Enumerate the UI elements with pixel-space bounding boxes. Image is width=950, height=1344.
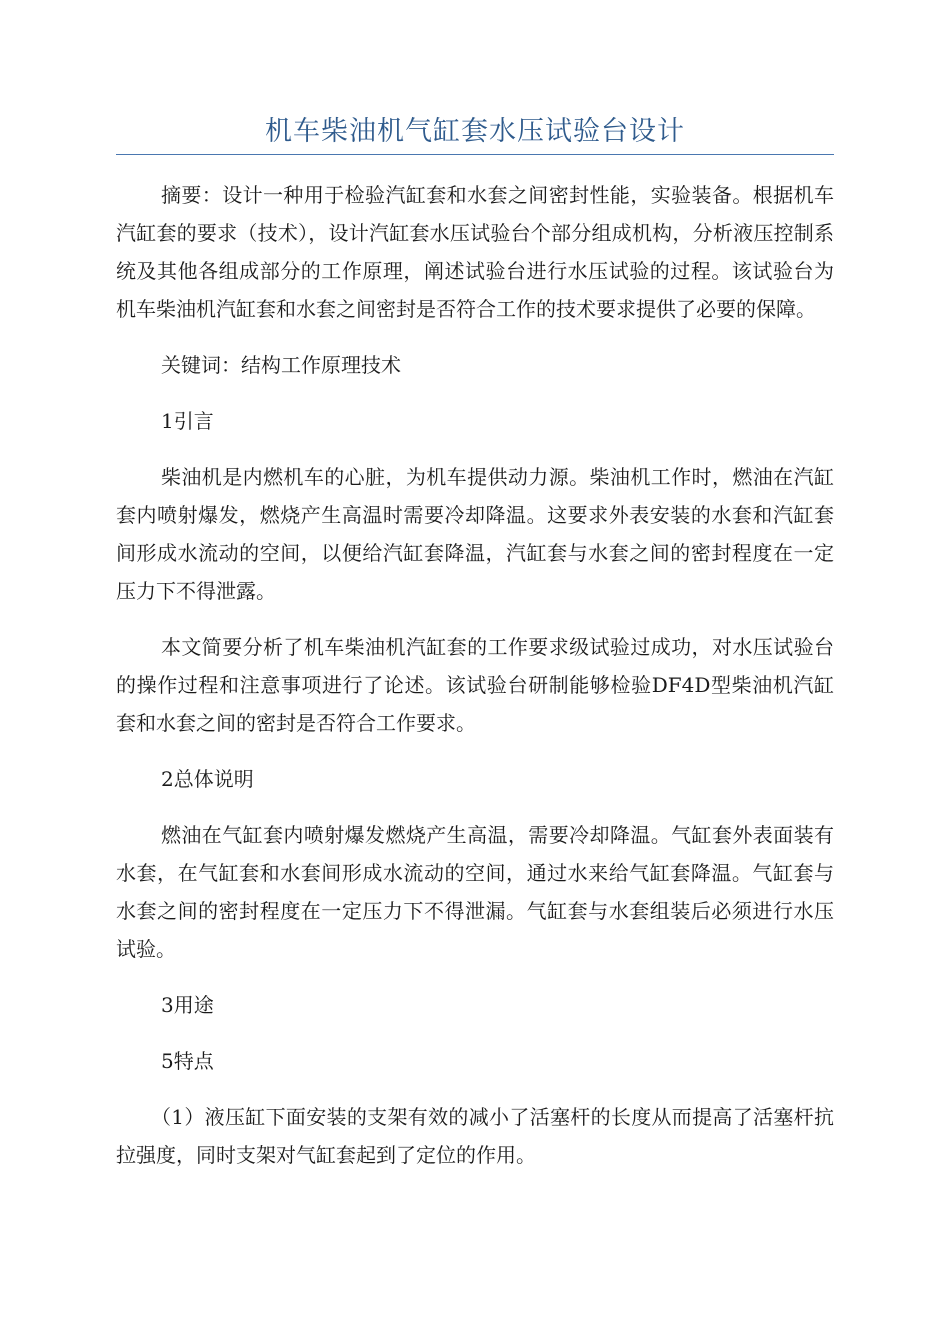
keywords-line: 关键词：结构工作原理技术 [161,353,401,377]
document-body [116,176,834,1192]
section-heading-introduction: 1引言 [161,409,214,433]
title-underline [116,154,834,155]
feature-item: （1）液压缸下面安装的支架有效的减小了活塞杆的长度从而提高了活塞杆抗拉强度，同时支架对气缸套起到了定位的作用。 [116,1105,834,1167]
section-heading-usage: 3用途 [161,993,214,1017]
abstract-paragraph: 摘要：设计一种用于检验汽缸套和水套之间密封性能，实验装备。根据机车汽缸套的要求（技术），设计汽缸套水压试验台个部分组成机构，分析液压控制系统及其他各组成部分的工作原理，阐述试验台进行水压试验的过程。该试验台为机车柴油机汽缸套和水套之间密封是否符合工作的技术要求提供了必要的保障。 [116,183,834,321]
document-title: 机车柴油机气缸套水压试验台设计 [265,116,685,147]
body-paragraph: 燃油在气缸套内喷射爆发燃烧产生高温，需要冷却降温。气缸套外表面装有水套，在气缸套和水套间形成水流动的空间，通过水来给气缸套降温。气缸套与水套之间的密封程度在一定压力下不得泄漏。气缸套与水套组装后必须进行水压试验。 [116,823,834,961]
section-heading-features: 5特点 [161,1049,214,1073]
body-paragraph: 本文简要分析了机车柴油机汽缸套的工作要求级试验过成功，对水压试验台的操作过程和注意事项进行了论述。该试验台研制能够检验DF4D型柴油机汽缸套和水套之间的密封是否符合工作要求。 [116,635,834,735]
body-paragraph: 柴油机是内燃机车的心脏，为机车提供动力源。柴油机工作时，燃油在汽缸套内喷射爆发，燃烧产生高温时需要冷却降温。这要求外表安装的水套和汽缸套间形成水流动的空间，以便给汽缸套降温，汽缸套与水套之间的密封程度在一定压力下不得泄露。 [116,465,834,603]
section-heading-overview: 2总体说明 [161,767,254,791]
